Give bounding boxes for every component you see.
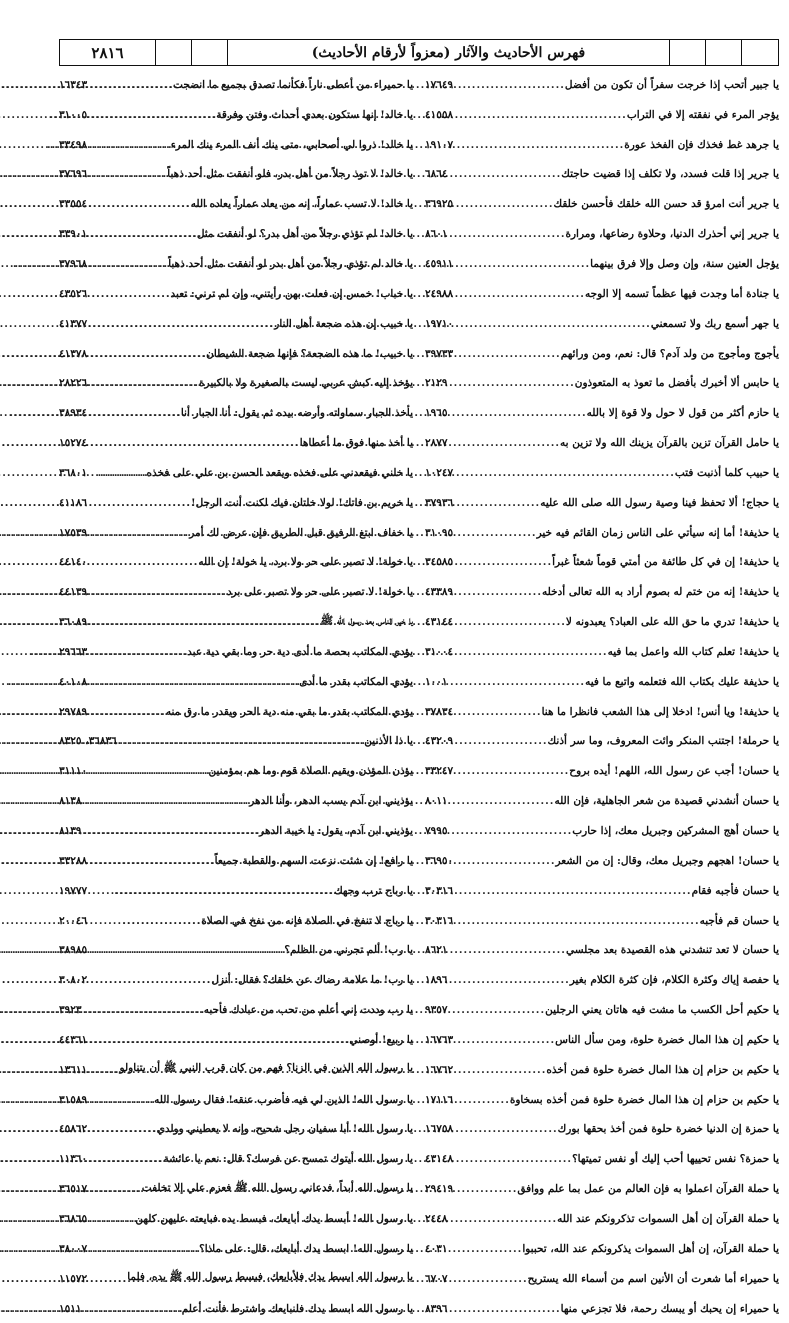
entry-text: يا حملة القرآن إن أهل السموات تذكرونكم عند الله	[557, 1212, 779, 1225]
entry-text: يا رباح ترب وجهك	[334, 884, 413, 897]
entry-text: يا رب! ما علامة رضاك عن خلقك؟ فقال: أنزل	[211, 974, 413, 987]
page-header	[59, 39, 779, 66]
hadith-number: ٤٥٩١١	[425, 257, 454, 270]
entry-text: يا رسول الله الذين في الزنا؟ فهم من كان قرب النبي ﷺ أن يتناولو	[119, 1062, 413, 1075]
hadith-number: ٤٣١٤٤	[425, 616, 454, 629]
index-entry	[425, 279, 779, 309]
leader-dots	[454, 348, 561, 360]
entry-text: يؤخذ إليه كبش عربي ليست بالصغيرة ولا بالكبيرة	[199, 377, 413, 390]
leader-dots	[454, 258, 590, 270]
hadith-number: ٢٨٢٢٦	[59, 377, 88, 390]
hadith-number: ٣٧٦٩٦	[59, 168, 88, 181]
leader-dots	[449, 1303, 561, 1315]
entry-text: يا حسان أنشدني قصيدة من شعر الجاهلية، فإن الله	[554, 795, 779, 808]
leader-dots	[454, 467, 675, 479]
hadith-number: ١٧١١٦	[425, 1093, 454, 1106]
index-entry	[425, 548, 779, 578]
entry-text: يا حذيفة! أما إنه سيأتي على الناس زمان القائم فيه خير	[536, 526, 779, 539]
hadith-number: ٣٣٩٠١	[59, 228, 88, 241]
hadith-number: ٢١٢٩	[425, 377, 448, 390]
index-entry	[425, 577, 779, 607]
hadith-number: ٣٤٥٨٥	[425, 556, 454, 569]
hadith-number: ٢٤٩٨٨	[425, 287, 454, 300]
hadith-number: ٣٦٩٥٠	[425, 854, 454, 867]
leader-dots	[449, 1273, 528, 1285]
entry-text: يا خالد لم تؤذي رجلاً من أهل بدر لو أنفقت مثل أحد ذهباً	[168, 257, 413, 270]
hadith-number: ٤٣٣٨٩	[425, 586, 454, 599]
header-empty-cell	[670, 40, 706, 65]
entry-text: يا خير الناس بعد رسول الله ﷺ	[320, 614, 413, 627]
entry-text: يا حميراء إن يحبك أو يبسك رحمة، فلا تجزعي منها	[560, 1302, 779, 1315]
hadith-number: ١٩٧١٠	[425, 317, 454, 330]
index-entry	[425, 1174, 779, 1204]
entry-text: يا حميراء أما شعرت أن الأنين اسم من أسماء الله يستريح	[527, 1272, 779, 1285]
leader-dots	[454, 1064, 546, 1076]
entry-text: يا خولة! لا تصبر على حر ولا تصبر على برد	[226, 586, 413, 599]
entry-text: يا رب! ألم تجرني من الظلم؟	[284, 944, 413, 957]
hadith-number: ٣١٠٩٥	[425, 526, 454, 539]
hadith-number: ٢٩٤١٩	[425, 1183, 454, 1196]
index-entry	[425, 697, 779, 727]
hadith-number: ٤١٣٧٨	[59, 347, 88, 360]
entry-text: يا خالد! لم تؤذي رجلاً من أهل بدر؟ لو أنفقت مثل	[196, 228, 413, 241]
entry-text: يا خبيب! ما هذه الضجعة؟ فإنها ضجعة الشيطان	[206, 347, 413, 360]
leader-dots	[454, 497, 540, 509]
entry-text: يا رب وددت إني أعلم من تحب من عبادك فأحبه	[203, 1004, 413, 1017]
leader-dots	[454, 139, 624, 151]
entry-text: يا خلني فيقعدني على فخذه ويقعد الحسن بن علي على فخذه	[146, 466, 413, 479]
entry-text: يا خالد! لا تسب عماراً، إنه من يعاد عماراً يعاده الله	[190, 198, 413, 211]
entry-text: يا حسان! أجب عن رسول الله، اللهم! أيده بروح	[569, 765, 779, 778]
index-entry	[425, 1085, 779, 1115]
hadith-number: ٢٨٧٧	[425, 437, 448, 450]
hadith-number: ٩٣٥٧	[425, 1004, 448, 1017]
leader-dots	[454, 1183, 517, 1195]
entry-text: يا حامل القرآن تزين بالقرآن يزينك الله ولا تزين به	[560, 437, 779, 450]
hadith-number: ٣٦٨٦٥	[59, 1212, 88, 1225]
entry-text: يا خباب! خمس إن فعلت بهن رأيتني، وإن لم ترني: تعبد	[170, 287, 413, 300]
entry-text: يا جنادة أما وجدت فيها عظماً تسمه إلا الوجه	[584, 287, 779, 300]
leader-dots	[449, 168, 562, 180]
index-entry	[425, 876, 779, 906]
index-entry	[425, 816, 779, 846]
hadith-number: ٣٣٥٥٤	[59, 198, 88, 211]
index-entry	[425, 518, 779, 548]
entry-text: يا رسول الله أيتوك تمسح عن فرسك؟ قال: نعم يا عائشة	[163, 1153, 413, 1166]
entry-text: يا خالد! لا توذ رجلاً من أهل بدر، فلو أنفقت مثل أحد ذهباً	[167, 168, 413, 181]
entry-text: يا خريم بن فاتك! لولا خلتان فيك لكنت أنت الرجل!	[190, 496, 413, 509]
entry-text: يا أخذ منها فوق ما أعطاها	[299, 437, 413, 450]
entry-text: يا رسول الله! أبسط يدك أبايعك، فبسط يده فبايعته عليهن كلهن	[135, 1212, 413, 1225]
entry-text: يا حرملة! اجتنب المنكر وائت المعروف، وما سر أذنك	[547, 735, 779, 748]
hadith-number: ١٥٢٧٤	[59, 437, 88, 450]
leader-dots	[454, 527, 536, 539]
leader-dots	[449, 795, 555, 807]
hadith-number: ٨٣٩٦	[425, 1302, 448, 1315]
entry-text: يأجوج ومأجوج من ولد آدم؟ قال: نعم، ومن ورائهم	[560, 347, 779, 360]
entry-text: يا خبيب إن هذه ضجعة أهل النار	[274, 317, 413, 330]
hadith-number: ٣٣٢٨٨	[59, 854, 88, 867]
hadith-number: ١٨٩٦	[425, 974, 448, 987]
entry-text: يا حملة القرآن، إن أهل السموات يذكرونكم عند الله، تحببوا	[522, 1242, 779, 1255]
entry-text: يا حميراء من أعطى ناراً فكأنما تصدق بجميع ما انضجت	[173, 78, 413, 91]
hadith-number: ٣١٠٠٥	[59, 108, 88, 121]
index-entry	[425, 935, 779, 965]
entry-text: يا حسان قم فأجبه	[699, 914, 779, 927]
hadith-number: ٣٦٩٢٥	[425, 198, 454, 211]
leader-dots	[449, 228, 566, 240]
entry-text: يا حمزة إن الدنيا خضرة حلوة فمن أخذ بحقها بورك	[557, 1123, 779, 1136]
entry-text: يا حفصة إياك وكثرة الكلام، فإن كثرة الكلام بغير	[569, 974, 779, 987]
leader-dots	[454, 79, 565, 91]
index-entry	[425, 1055, 779, 1085]
entry-text: يا جرير أنت امرؤ قد حسن الله خلقك فأحسن خلقك	[553, 198, 779, 211]
entry-text: يؤذن المؤذن ويقيم الصلاة قوم وما هم بمؤمنين	[208, 765, 413, 778]
hadith-number: ٣٨٩٣٤	[59, 407, 88, 420]
index-body	[59, 70, 779, 1315]
leader-dots	[454, 1123, 557, 1135]
hadith-number: ٤٤١٤٠	[59, 556, 88, 569]
hadith-number: ٦٧٠٧	[425, 1272, 448, 1285]
entry-text: يا خالد! إنها ستكون بعدي أحداث وفتن وفرقة	[216, 108, 413, 121]
leader-dots	[454, 198, 553, 210]
hadith-number: ٧٩٩٥	[425, 825, 448, 838]
leader-dots	[449, 825, 573, 837]
index-entry	[425, 100, 779, 130]
leader-dots	[454, 765, 569, 777]
hadith-number: ٣٦٥١٧	[59, 1183, 88, 1196]
index-entry	[425, 786, 779, 816]
index-entry	[425, 1234, 779, 1264]
entry-text: يا حسان! اهجهم وجبريل معك، وقال: إن من الشعر	[555, 854, 779, 867]
hadith-number: ١٧٥٣٩	[59, 526, 88, 539]
hadith-number: ٣٧٨٣٤	[425, 705, 454, 718]
index-entry	[425, 339, 779, 369]
hadith-number: ٢٩٧٨٩	[59, 705, 88, 718]
entry-text: يا خولة! لا تصبر على حر ولا برد، يا خولة! إن الله	[198, 556, 413, 569]
index-entry	[425, 160, 779, 190]
leader-dots	[454, 586, 542, 598]
entry-text: يا رسول الله! الذين لي فيه فأضرب عنقه! فقال رسول الله	[154, 1093, 413, 1106]
leader-dots	[454, 706, 541, 718]
leader-dots	[454, 556, 552, 568]
leader-dots	[449, 437, 560, 449]
entry-text: يا حذيفة! إنه من ختم له بصوم أراد به الله تعالى أدخله	[541, 586, 779, 599]
leader-dots	[454, 646, 607, 658]
hadith-number: ١٠٠١	[425, 675, 448, 688]
index-entry	[425, 130, 779, 160]
hadith-number: ١٦٣٤٣	[59, 78, 88, 91]
header-empty-cell	[742, 40, 778, 65]
entry-text: يا جبير أتحب إذا خرجت سفراً أن تكون من أفضل	[564, 78, 779, 91]
entry-text: يا جرير إذا قلت فسدد، ولا تكلف إذا قضيت حاجتك	[561, 168, 779, 181]
leader-dots	[454, 855, 555, 867]
entry-text: يا جرير إني أحذرك الدنيا، وحلاوة رضاعها، ومرارة	[565, 228, 779, 241]
index-entry	[425, 70, 779, 100]
entry-text: يؤذيني ابن آدم يسب الدهر، وأنا الدهر	[249, 795, 413, 808]
header-empty-cell	[706, 40, 742, 65]
hadith-number: ١٩١٠٧	[425, 138, 454, 151]
hadith-number: ٤١١٨٦	[59, 496, 88, 509]
entry-text: يا ربيع! أوصني	[349, 1033, 413, 1046]
leader-dots	[454, 915, 699, 927]
entry-text: يا حذيفة! إن في كل طائفة من أمتي قوماً شعثاً غبراً	[552, 556, 779, 569]
entry-text: يا حذيفة! تعلم كتاب الله واعمل بما فيه	[607, 645, 779, 658]
entry-text: يا جرهد غط فخذك فإن الفخذ عورة	[624, 138, 779, 151]
hadith-number: ٤٤١٣٩	[59, 586, 88, 599]
index-entry	[425, 846, 779, 876]
entry-text: يا حكيم بن حزام إن هذا المال خضرة حلوة فمن أخذه بسخاوة	[509, 1093, 779, 1106]
hadith-number: ٣٣٢٤٧	[425, 765, 454, 778]
entry-text: يا رافع! إن شئت نزعت السهم والقطبة جميعاً	[214, 854, 413, 867]
hadith-number: ٣٧٩٣٦	[425, 496, 454, 509]
hadith-number: ٣٧٩٦٨	[59, 257, 88, 270]
entry-text: يا حذيفة! تدري ما حق الله على العباد؟ يعبدونه لا	[565, 616, 779, 629]
leader-dots	[449, 1243, 523, 1255]
entry-text: يأخذ الجبار سماواته وأرضه بيده ثم يقول: أنا الجبار أنا	[180, 407, 413, 420]
hadith-number: ١٩٦٥	[425, 407, 448, 420]
index-entry	[425, 189, 779, 219]
entry-text: يا حذيفة! ويا أنس! ادخلا إلى هذا الشعب فانظرا ما هنا	[541, 705, 779, 718]
hadith-number: ٨١٣٨	[59, 795, 82, 808]
hadith-number: ٣٩٧٣٣	[425, 347, 454, 360]
hadith-number: ٣٠٣١٦	[425, 884, 454, 897]
entry-text: يا خالد! ذروا لي أصحابي، متى ينك أنف المرء ينك المرء	[170, 138, 413, 151]
hadith-number: ٣٣٤٩٨	[59, 138, 88, 151]
index-entry	[425, 1264, 779, 1294]
entry-text: يا حازم أكثر من قول لا حول ولا قوة إلا بالله	[586, 407, 779, 420]
entry-text: يؤدي المكاتب بحصة ما أدى دية حر وما بقي دية عبد	[187, 645, 413, 658]
leader-dots	[454, 1094, 510, 1106]
header-empty-cell	[192, 40, 228, 65]
entry-text: يا رسول الله أبداً، فدعاني رسول الله ﷺ فعزم علي إلا تخلفت	[141, 1181, 413, 1194]
leader-dots	[454, 318, 651, 330]
hadith-number: ٤٥٨٦٢	[59, 1123, 88, 1136]
entry-text: يا ذا الأذنين	[364, 735, 413, 748]
hadith-number: ٣٦٠٨٩	[59, 616, 88, 629]
left-column	[59, 70, 419, 1315]
index-entry	[425, 428, 779, 458]
index-entry	[425, 756, 779, 786]
leader-dots	[454, 288, 585, 300]
leader-dots	[449, 944, 566, 956]
index-entry	[425, 249, 779, 279]
entry-text: يا حسان أهج المشركين وجبريل معك، إذا حارب	[572, 825, 779, 838]
index-entry	[425, 219, 779, 249]
entry-text: يا حابس ألا أخبرك بأفضل ما تعوذ به المتعوذون	[574, 377, 779, 390]
hadith-number: ٤١٥٥٨	[425, 108, 454, 121]
entry-text: يا حجاج! ألا تحفظ فينا وصية رسول الله صلى الله عليه	[540, 496, 779, 509]
hadith-number: ٣٠٣١٦	[425, 914, 454, 927]
hadith-number: ٨١٣٩	[59, 825, 82, 838]
leader-dots	[449, 676, 586, 688]
entry-text: يا حملة القرآن اعملوا به فإن العالم من عمل بما علم ووافق	[517, 1183, 779, 1196]
entry-text: يا حبيب كلما أذنبت فتب	[674, 466, 779, 479]
hadith-number: ٦٨٦٤	[425, 168, 448, 181]
hadith-number: ١٦٧٦٢	[425, 1063, 454, 1076]
index-entry	[425, 488, 779, 518]
hadith-number: ٣٨٠٠٧	[59, 1242, 88, 1255]
index-entry	[425, 727, 779, 757]
index-entry	[425, 607, 779, 637]
hadith-number: ٣١٥٨٩	[59, 1093, 88, 1106]
leader-dots	[454, 1034, 555, 1046]
entry-text: يا حمزة؟ نفس تحييها أحب إليك أو نفس تميتها؟	[572, 1153, 779, 1166]
hadith-number: ٣٩٢٣	[59, 1004, 82, 1017]
index-entry	[425, 1294, 779, 1323]
entry-text: يا حكيم بن حزام إن هذا المال خضرة حلوة فمن أخذه	[546, 1063, 779, 1076]
hadith-number: ١٣٦١١	[59, 1063, 88, 1076]
hadith-number: ٣٦٨٠١	[59, 466, 88, 479]
hadith-number: ١٩٧٧٧	[59, 884, 88, 897]
index-entry	[425, 667, 779, 697]
hadith-number: ٤٣١٤٨	[425, 1153, 454, 1166]
leader-dots	[454, 1153, 572, 1165]
entry-text: يا رسول الله ابسط يدك فلنبايعك واشترط فأنت أعلم	[181, 1302, 413, 1315]
header-empty-cell	[156, 40, 192, 65]
index-entry	[425, 1115, 779, 1145]
hadith-number: ١٦٧٦٣	[425, 1033, 454, 1046]
hadith-number: ٣١١١٠	[59, 765, 88, 778]
hadith-number: ٢٤٤٨	[425, 1212, 448, 1225]
index-entry	[425, 458, 779, 488]
entry-text: يا رسول الله! ابسط يدك أبايعك، قال: على ماذا؟	[199, 1242, 413, 1255]
index-entry	[425, 1025, 779, 1055]
page-number: ٢٨١٦	[60, 40, 156, 65]
entry-text: يا رسول الله! أبا سفيان رجل شحيح، وإنه لا يعطيني وولدي	[156, 1123, 413, 1136]
entry-text: يؤجل العنين سنة، وإن وصل وإلا فرق بينهما	[590, 257, 779, 270]
index-entry	[425, 906, 779, 936]
index-entry	[425, 309, 779, 339]
leader-dots	[449, 1004, 546, 1016]
index-entry	[425, 637, 779, 667]
entry-text: يؤجر المرء في نفقته إلا في التراب	[626, 108, 779, 121]
hadith-number: ٤٣٥٢٦	[59, 287, 88, 300]
hadith-number: ٣٠٨٠٢	[59, 974, 88, 987]
hadith-number: ٨٦٢١	[425, 944, 448, 957]
entry-text: يا جهر أسمع ربك ولا تسمعني	[650, 317, 779, 330]
right-column	[419, 70, 779, 1315]
hadith-number: ١١٣٦٠	[59, 1153, 88, 1166]
index-entry	[425, 965, 779, 995]
hadith-number: ١٠٢٤٧	[425, 466, 454, 479]
hadith-number: ١٦٧٥٨	[425, 1123, 454, 1136]
entry-text: يا حسان فأجبه فقام	[691, 884, 779, 897]
index-entry	[425, 995, 779, 1025]
entry-text: يؤدي المكاتب بقدر ما بقي منه دية الحر ويقدر ما رق منه	[165, 705, 413, 718]
index-entry	[425, 1144, 779, 1174]
leader-dots	[449, 407, 587, 419]
entry-text: يؤذيني ابن آدم، يقول: يا خيبة الدهر	[259, 825, 413, 838]
entry-text: يا حكيم إن هذا المال خضرة حلوة، ومن سأل الناس	[555, 1033, 779, 1046]
hadith-number: ٣٨٩٨٥	[59, 944, 88, 957]
hadith-number: ٤٠١٠٨	[59, 675, 88, 688]
hadith-number: ١٥١١	[59, 1302, 82, 1315]
leader-dots	[454, 616, 566, 628]
entry-text: يا رباح لا تنفخ في الصلاة فإنه من نفخ في الصلاة	[201, 914, 413, 927]
hadith-number: ٢٠٠٤٦	[59, 914, 88, 927]
index-entry	[425, 1204, 779, 1234]
entry-text: يا خفاف ابتغ الرفيق قبل الطريق فإن عرض لك أمر	[189, 526, 413, 539]
leader-dots	[454, 109, 627, 121]
hadith-number: ٣٦٨٣٦، ٨٣٢٥	[59, 735, 117, 748]
index-entry	[425, 398, 779, 428]
leader-dots	[454, 735, 547, 747]
hadith-number: ٨٦٠١	[425, 228, 448, 241]
hadith-number: ٢٩٦٦٣	[59, 645, 88, 658]
page-title: فهرس الأحاديث والآثار (معزواً لأرقام الأحاديث)	[228, 40, 670, 65]
entry-text: يا حذيفة عليك بكتاب الله فتعلمه واتبع ما فيه	[585, 675, 779, 688]
entry-text: يا حسان لا تعد تنشدني هذه القصيدة بعد مجلسي	[565, 944, 779, 957]
leader-dots	[449, 377, 575, 389]
entry-text: يؤدي المكاتب بقدر ما أدى	[299, 675, 413, 688]
leader-dots	[449, 974, 570, 986]
entry-text: يا رسول الله ابسط يدك فلأبايعك، فبسط رسول الله ﷺ يده، فلما	[127, 1271, 413, 1284]
hadith-number: ٨٠١١	[425, 795, 448, 808]
hadith-number: ٤٤٣٦١	[59, 1033, 88, 1046]
leader-dots	[454, 885, 691, 897]
entry-text: يا حكيم أحل الكسب ما مشت فيه هاتان يعني الرجلين	[545, 1004, 779, 1017]
hadith-number: ١٧٦٤٩	[425, 78, 454, 91]
hadith-number: ٤٣٢٠٩	[425, 735, 454, 748]
hadith-number: ١١٥٧٢	[59, 1272, 88, 1285]
hadith-number: ٣١٠٠٤	[425, 645, 454, 658]
hadith-number: ٤٠٣١	[425, 1242, 448, 1255]
leader-dots	[449, 1213, 558, 1225]
index-entry	[425, 368, 779, 398]
hadith-number: ٤١٣٧٧	[59, 317, 88, 330]
